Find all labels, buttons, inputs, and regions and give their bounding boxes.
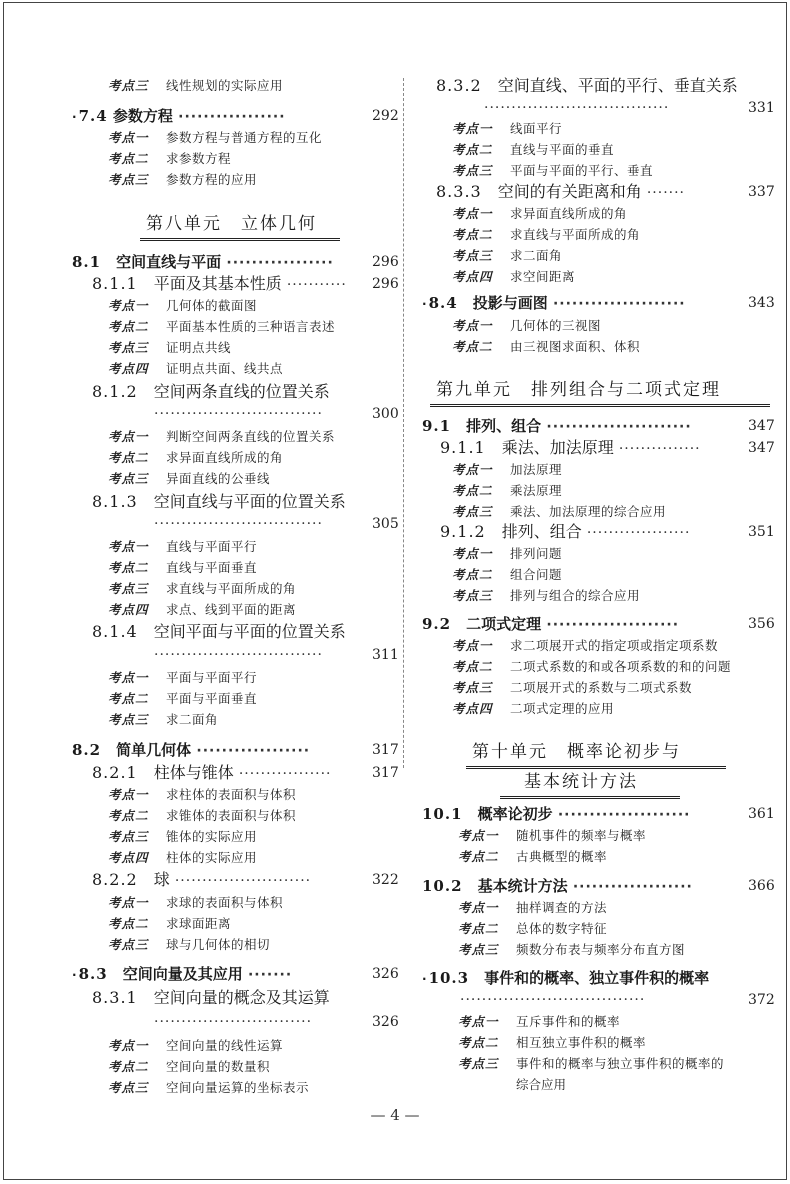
unit-10-underline-1	[466, 766, 726, 769]
toc-point: 考点一 几何体的三视图	[452, 318, 602, 333]
toc-point: 考点三 空间向量运算的坐标表示	[108, 1080, 310, 1095]
toc-point: 考点一 随机事件的频率与概率	[458, 828, 647, 843]
toc-point: 考点一 判断空间两条直线的位置关系	[108, 429, 336, 444]
toc-point: 考点三 二项展开式的系数与二项式系数	[452, 680, 693, 695]
toc-point: 考点一 互斥事件和的概率	[458, 1014, 621, 1029]
toc-point: 考点四 证明点共面、线共点	[108, 361, 284, 376]
page-number-8-1-2: 300	[372, 406, 399, 422]
toc-point: 考点三 异面直线的公垂线	[108, 471, 271, 486]
page-footer-number: — 4 —	[370, 1106, 420, 1124]
page-number-8-2: 317	[372, 742, 399, 758]
toc-point: 考点二 直线与平面垂直	[108, 560, 258, 575]
toc-section-8-3-3[interactable]: 8.3.3 空间的有关距离和角 ·······	[436, 182, 685, 201]
toc-point: 考点二 求参数方程	[108, 151, 232, 166]
toc-section-8-1-2[interactable]: 8.1.2 空间两条直线的位置关系	[92, 382, 330, 401]
toc-section-10-1[interactable]: 10.1 概率论初步 ·····················	[422, 805, 691, 823]
toc-point: 考点一 求球的表面积与体积	[108, 895, 284, 910]
page-number-8-3-3: 337	[748, 184, 775, 200]
toc-point: 考点一 加法原理	[452, 462, 563, 477]
page-number-8-4: 343	[748, 295, 775, 311]
toc-point: 考点三 线性规划的实际应用	[108, 78, 284, 93]
toc-section-10-3[interactable]: · 10.3 事件和的概率、独立事件积的概率	[422, 969, 710, 987]
unit-9-underline	[430, 404, 770, 407]
toc-point: 考点二 空间向量的数量积	[108, 1059, 271, 1074]
page-number-8-1: 296	[372, 254, 399, 270]
toc-point: 考点三 求二面角	[452, 248, 563, 263]
page-number-8-2-1: 317	[372, 765, 399, 781]
toc-section-9-1[interactable]: 9.1 排列、组合 ·······················	[422, 417, 692, 435]
toc-point: 考点二 组合问题	[452, 567, 563, 582]
toc-section-8-3-2[interactable]: 8.3.2 空间直线、平面的平行、垂直关系	[436, 76, 738, 95]
toc-point: 考点二 二项式系数的和或各项系数的和的问题	[452, 659, 732, 674]
toc-point: 考点一 求异面直线所成的角	[452, 206, 628, 221]
page-number-9-1-1: 347	[748, 440, 775, 456]
toc-section-8-2-1[interactable]: 8.2.1 柱体与锥体 ·················	[92, 763, 332, 782]
page-number-9-1-2: 351	[748, 524, 775, 540]
page-number-7-4: 292	[372, 108, 399, 124]
leader-dots: ··································	[484, 100, 670, 116]
page-number-9-1: 347	[748, 418, 775, 434]
toc-section-8-2[interactable]: 8.2 简单几何体 ··················	[72, 741, 311, 759]
page-number-10-2: 366	[748, 878, 775, 894]
toc-point: 考点四 求点、线到平面的距离	[108, 602, 297, 617]
toc-section-7-4[interactable]: · 7.4 参数方程 ·················	[72, 107, 286, 125]
toc-point: 考点一 空间向量的线性运算	[108, 1038, 284, 1053]
toc-point: 考点二 求锥体的表面积与体积	[108, 808, 297, 823]
toc-point: 考点二 求直线与平面所成的角	[452, 227, 641, 242]
unit-8-underline	[140, 238, 340, 241]
toc-point: 考点二 相互独立事件积的概率	[458, 1035, 647, 1050]
leader-dots: ·······························	[154, 516, 323, 532]
toc-point: 考点二 由三视图求面积、体积	[452, 339, 641, 354]
leader-dots: ··································	[460, 992, 646, 1008]
leader-dots: ·······························	[154, 406, 323, 422]
toc-point: 考点三 球与几何体的相切	[108, 937, 271, 952]
page-number-10-1: 361	[748, 806, 775, 822]
page-number-8-3-2: 331	[748, 100, 775, 116]
column-divider	[403, 78, 404, 768]
toc-section-8-1-4[interactable]: 8.1.4 空间平面与平面的位置关系	[92, 622, 346, 641]
toc-point: 考点三 平面与平面的平行、垂直	[452, 163, 654, 178]
toc-point: 考点二 总体的数字特征	[458, 921, 608, 936]
toc-section-8-4[interactable]: · 8.4 投影与画图 ·····················	[422, 294, 686, 312]
page-number-9-2: 356	[748, 616, 775, 632]
toc-point: 考点一 线面平行	[452, 121, 563, 136]
page-number-8-1-1: 296	[372, 276, 399, 292]
toc-section-9-1-1[interactable]: 9.1.1 乘法、加法原理 ···············	[440, 438, 701, 457]
unit-10-underline-2	[500, 796, 680, 799]
toc-point: 考点二 乘法原理	[452, 483, 563, 498]
leader-dots: ·····························	[154, 1014, 313, 1030]
toc-point: 考点三 证明点共线	[108, 340, 232, 355]
unit-8-heading: 第八单元 立体几何	[146, 214, 317, 234]
toc-point: 考点三 求直线与平面所成的角	[108, 581, 297, 596]
toc-section-8-1-3[interactable]: 8.1.3 空间直线与平面的位置关系	[92, 492, 346, 511]
toc-point: 考点三 乘法、加法原理的综合应用	[452, 504, 667, 519]
toc-section-9-1-2[interactable]: 9.1.2 排列、组合 ···················	[440, 522, 691, 541]
unit-10-heading-line-2: 基本统计方法	[524, 772, 638, 792]
page-number-10-3: 372	[748, 992, 775, 1008]
toc-section-8-1[interactable]: 8.1 空间直线与平面 ·················	[72, 253, 334, 271]
toc-section-8-2-2[interactable]: 8.2.2 球 ·························	[92, 870, 312, 889]
toc-point: 考点四 二项式定理的应用	[452, 701, 615, 716]
page-number-8-2-2: 322	[372, 872, 399, 888]
toc-point: 考点二 古典概型的概率	[458, 849, 608, 864]
toc-point: 考点二 平面与平面垂直	[108, 691, 258, 706]
page-number-8-3: 326	[372, 966, 399, 982]
toc-point: 考点三 事件和的概率与独立事件积的概率的	[458, 1056, 725, 1071]
toc-section-8-1-1[interactable]: 8.1.1 平面及其基本性质 ···········	[92, 274, 347, 293]
page-number-8-1-3: 305	[372, 516, 399, 532]
page-number-8-1-4: 311	[372, 647, 399, 663]
toc-point: 考点三 排列与组合的综合应用	[452, 588, 641, 603]
toc-point: 考点二 求异面直线所成的角	[108, 450, 284, 465]
toc-point: 考点一 抽样调查的方法	[458, 900, 608, 915]
toc-point: 考点一 求柱体的表面积与体积	[108, 787, 297, 802]
page-number-8-3-1: 326	[372, 1014, 399, 1030]
toc-point: 考点二 直线与平面的垂直	[452, 142, 615, 157]
toc-point: 考点二 平面基本性质的三种语言表述	[108, 319, 336, 334]
unit-9-heading: 第九单元 排列组合与二项式定理	[436, 380, 721, 400]
toc-point-continuation: 综合应用	[516, 1077, 567, 1092]
toc-point: 考点四 柱体的实际应用	[108, 850, 258, 865]
toc-point: 考点二 求球面距离	[108, 916, 232, 931]
toc-point: 考点一 几何体的截面图	[108, 298, 258, 313]
unit-10-heading-line-1: 第十单元 概率论初步与	[472, 742, 681, 762]
toc-section-8-3[interactable]: · 8.3 空间向量及其应用 ·······	[72, 965, 293, 983]
toc-point: 考点一 排列问题	[452, 546, 563, 561]
toc-point: 考点一 求二项展开式的指定项或指定项系数	[452, 638, 719, 653]
toc-point: 考点三 频数分布表与频率分布直方图	[458, 942, 686, 957]
toc-point: 考点三 参数方程的应用	[108, 172, 258, 187]
toc-point: 考点三 锥体的实际应用	[108, 829, 258, 844]
toc-point: 考点一 平面与平面平行	[108, 670, 258, 685]
toc-section-10-2[interactable]: 10.2 基本统计方法 ···················	[422, 877, 693, 895]
toc-point: 考点一 直线与平面平行	[108, 539, 258, 554]
toc-point: 考点三 求二面角	[108, 712, 219, 727]
toc-point: 考点一 参数方程与普通方程的互化	[108, 130, 323, 145]
toc-section-9-2[interactable]: 9.2 二项式定理 ·····················	[422, 615, 680, 633]
toc-point: 考点四 求空间距离	[452, 269, 576, 284]
toc-section-8-3-1[interactable]: 8.3.1 空间向量的概念及其运算	[92, 988, 330, 1007]
leader-dots: ·······························	[154, 647, 323, 663]
